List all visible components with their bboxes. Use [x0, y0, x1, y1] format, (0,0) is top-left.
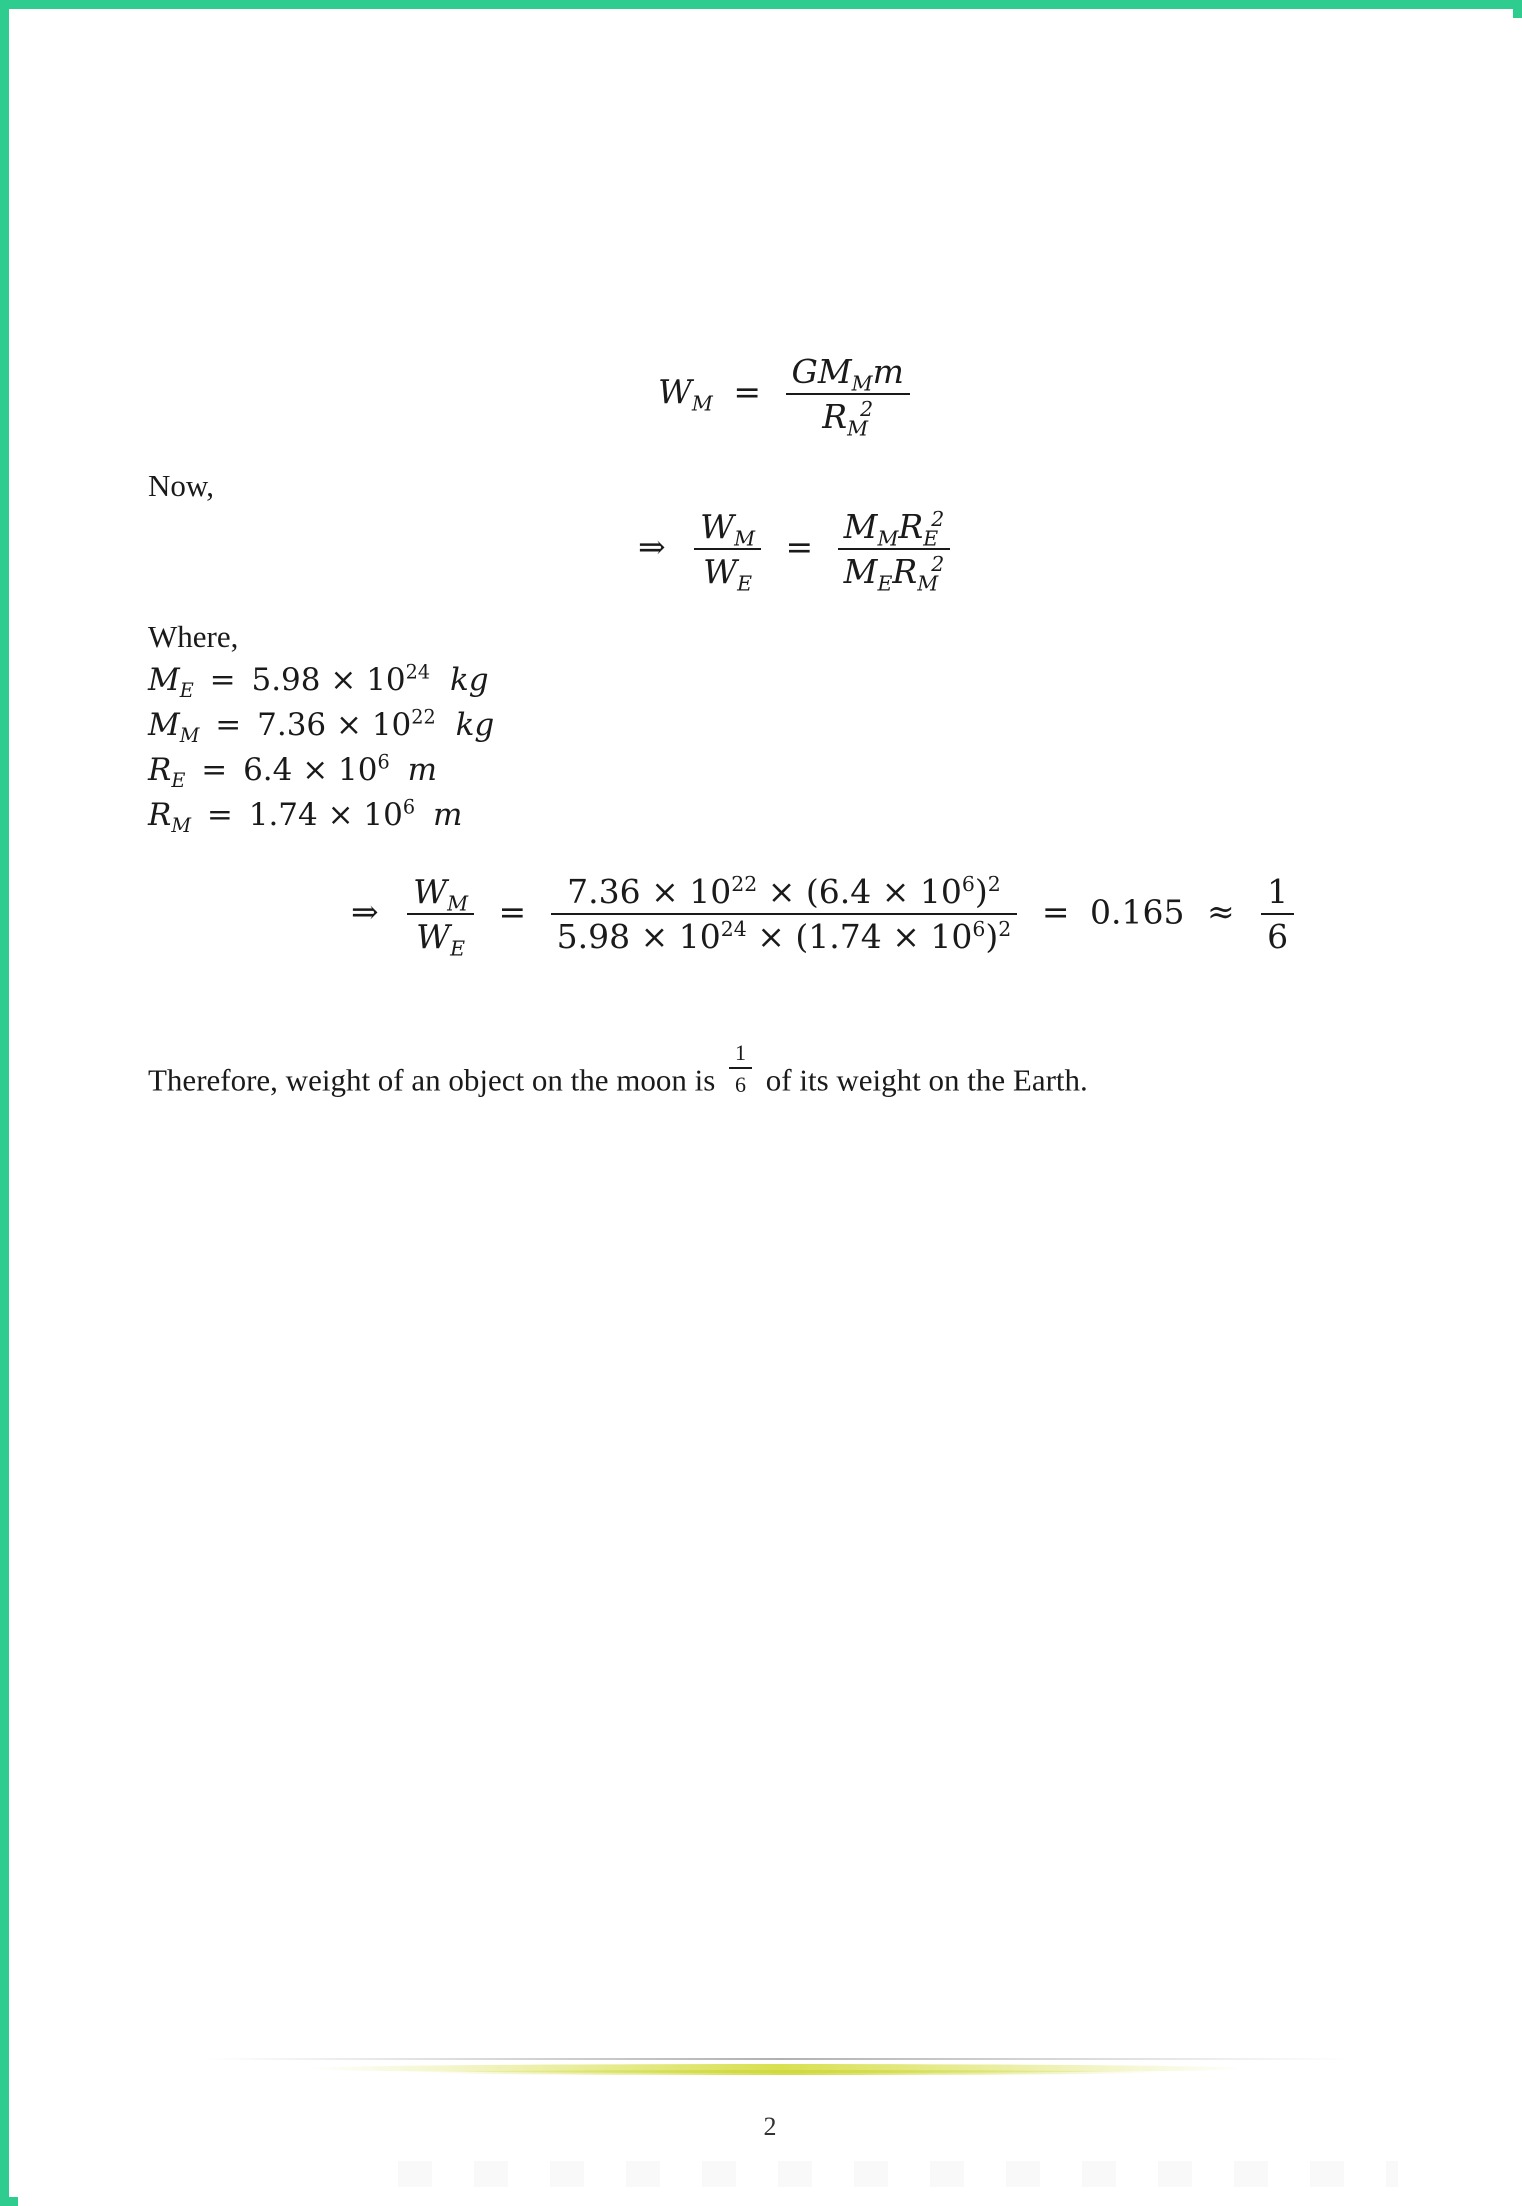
equals-sign: =	[785, 527, 814, 567]
conclusion-fraction	[729, 1040, 752, 1098]
fraction-numerator: 1	[735, 1040, 747, 1065]
conclusion-text	[148, 1040, 1088, 1098]
list-item: $R_E = 6.4 \times 10^6$ m	[148, 750, 437, 793]
equation-weight-moon	[658, 352, 914, 441]
constants-list	[148, 658, 494, 838]
equals-sign: =	[498, 892, 527, 932]
fraction-numerator: $GM_Mm$	[791, 352, 904, 396]
fraction-numerator: $W_M$	[700, 507, 756, 551]
equation-ratio	[638, 507, 954, 596]
fraction-numerator: 1	[1267, 872, 1289, 911]
equals-sign: =	[733, 372, 762, 412]
footer-faint-artifact	[398, 2161, 1398, 2187]
list-item: $M_E = 5.98 \times 10^{24}$ kg	[148, 660, 489, 703]
fraction-numerator: $M_MR_E^2$	[843, 507, 945, 551]
fraction-denominator: $M_ER_M^2$	[838, 548, 951, 591]
equation-final-computation	[351, 872, 1298, 961]
ratio-lhs-fraction	[694, 507, 761, 596]
page-content-area	[18, 18, 1522, 2206]
fraction-denominator: $R_M^2$	[786, 393, 910, 436]
ratio-rhs-fraction	[838, 507, 951, 596]
final-rhs-fraction	[551, 873, 1018, 956]
approx-sign: ≈	[1206, 892, 1235, 932]
implies-arrow-icon: ⇒	[638, 527, 666, 567]
final-result-fraction	[1261, 873, 1294, 956]
fraction-denominator: $W_E$	[694, 548, 761, 591]
fraction-denominator: 6	[1261, 913, 1294, 956]
conclusion-part-2: of its weight on the Earth.	[765, 1062, 1088, 1098]
shadow-line-grey	[208, 2058, 1348, 2060]
equation-weight-moon-lhs: $W_M$	[658, 372, 713, 417]
fraction-denominator: $W_E$	[407, 913, 474, 956]
list-item: $R_M = 1.74 \times 10^6$ m	[148, 795, 463, 837]
list-item: $M_M = 7.36 \times 10^{22}$ kg	[148, 705, 495, 748]
page-bottom-shadow	[198, 2050, 1358, 2086]
label-now: Now,	[148, 468, 215, 503]
fraction-denominator: 6	[729, 1067, 752, 1097]
fraction-numerator: $7.36 \times 10^{22} \times (6.4 \times 10^6)^2$	[567, 872, 1001, 911]
final-lhs-fraction	[407, 872, 474, 961]
fraction-denominator: $5.98 \times 10^{24} \times (1.74 \times 10^6)^2$	[551, 913, 1018, 956]
implies-arrow-icon: ⇒	[351, 892, 379, 932]
fraction-numerator: $W_M$	[413, 872, 469, 916]
shadow-line-yellow-inner	[418, 2070, 1158, 2075]
final-decimal-value: 0.165	[1089, 892, 1185, 932]
conclusion-part-1: Therefore, weight of an object on the moon is	[148, 1062, 716, 1098]
label-where: Where,	[148, 619, 239, 654]
equals-sign-2: =	[1041, 892, 1070, 932]
page-number: 2	[763, 2112, 777, 2141]
equation-weight-moon-fraction	[786, 352, 910, 441]
